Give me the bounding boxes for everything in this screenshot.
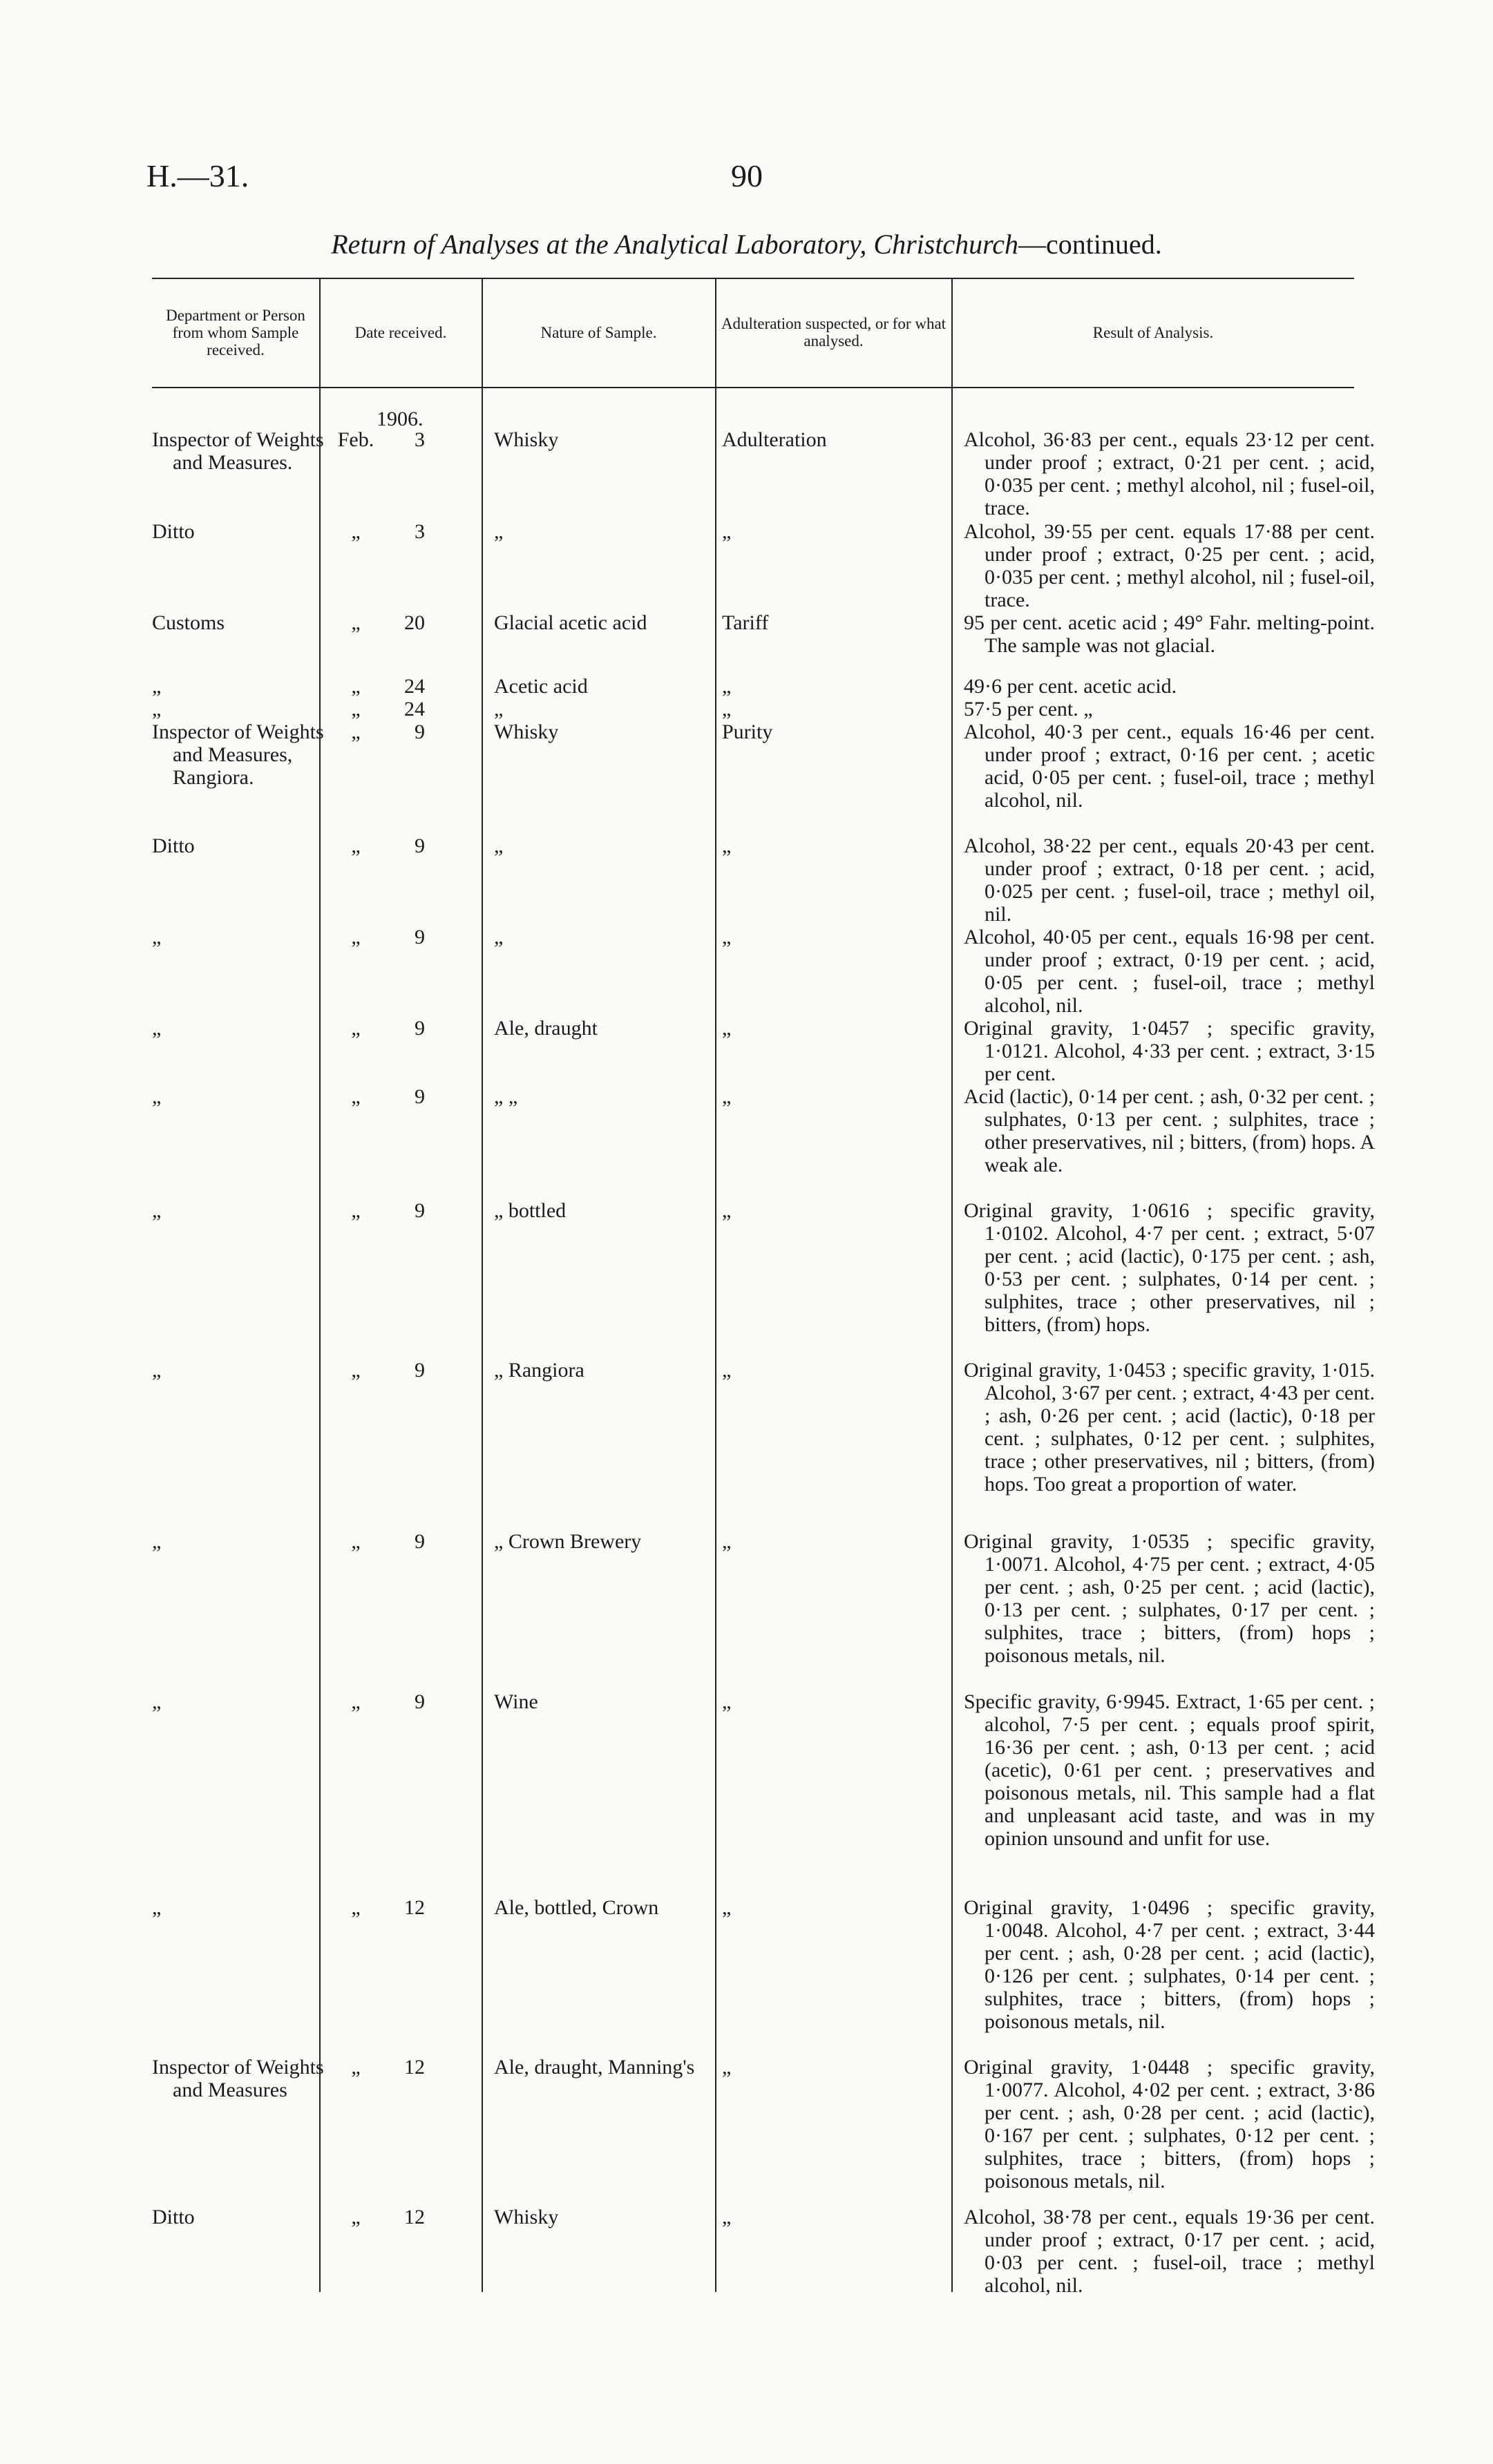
column-header-result: Result of Analysis. <box>1092 323 1214 341</box>
cell-purpose: „ <box>722 675 732 698</box>
cell-date-month: „ <box>351 675 361 698</box>
column-header-adulteration: Adulteration suspected, or for what analysed. <box>721 315 947 350</box>
page-code: H.—31. <box>146 158 249 193</box>
cell-date-month: „ <box>351 1085 361 1108</box>
cell-date-day: 9 <box>415 1690 425 1713</box>
cell-purpose: „ <box>722 1530 732 1553</box>
cell-purpose: „ <box>722 926 732 948</box>
cell-nature: „ <box>494 520 504 543</box>
cell-date <box>328 2056 484 2079</box>
cell-date-day: 9 <box>415 1085 425 1108</box>
cell-department: „ <box>152 675 162 698</box>
cell-date-day: 9 <box>415 1530 425 1553</box>
cell-date-day: 20 <box>404 611 425 634</box>
cell-purpose: „ <box>722 1017 732 1040</box>
cell-nature: Ale, draught <box>494 1017 598 1040</box>
cell-date <box>328 926 484 948</box>
cell-department: „ <box>152 698 162 720</box>
cell-date-day: 12 <box>404 2206 425 2228</box>
cell-date-month: „ <box>351 1359 361 1382</box>
cell-date-day: 9 <box>415 834 425 857</box>
cell-date-month: „ <box>351 2056 361 2079</box>
cell-department: Customs <box>152 611 225 634</box>
cell-result: Alcohol, 40·05 per cent., equals 16·98 per cent. under proof ; extract, 0·19 per cent. ; acid, 0·05 per cent. ; fusel-oil, trace ; methyl alcohol, nil. <box>964 926 1375 1017</box>
cell-date-month: „ <box>351 611 361 634</box>
cell-result: Original gravity, 1·0457 ; specific gravity, 1·0121. Alcohol, 4·33 per cent. ; extract, 3·15 per cent. <box>964 1017 1375 1085</box>
cell-result: Alcohol, 38·22 per cent., equals 20·43 per cent. under proof ; extract, 0·18 per cent. ; acid, 0·025 per cent. ; fusel-oil, trace ; methyl oil, nil. <box>964 834 1375 926</box>
cell-nature: Glacial acetic acid <box>494 611 647 634</box>
cell-purpose: „ <box>722 1690 732 1713</box>
cell-nature: „ <box>494 834 504 857</box>
cell-nature: Acetic acid <box>494 675 588 698</box>
cell-result: Alcohol, 40·3 per cent., equals 16·46 per cent. under proof ; extract, 0·16 per cent. ; acetic acid, 0·05 per cent. ; fusel-oil, trace ; methyl alcohol, nil. <box>964 720 1375 812</box>
cell-nature: Wine <box>494 1690 538 1713</box>
cell-nature: „ <box>494 926 504 948</box>
cell-result: Acid (lactic), 0·14 per cent. ; ash, 0·32 per cent. ; sulphates, 0·13 per cent. ; sulphites, trace ; other preservatives, nil ; bitters, (from) hops. A weak ale. <box>964 1085 1375 1176</box>
cell-date <box>328 1085 484 1108</box>
cell-department: Inspector of Weights and Measures <box>152 2056 324 2101</box>
cell-date-month: „ <box>351 1896 361 1919</box>
cell-result: Original gravity, 1·0453 ; specific gravity, 1·015. Alcohol, 3·67 per cent. ; extract, 4·43 per cent. ; ash, 0·26 per cent. ; acid (lactic), 0·18 per cent. ; sulphates, 0·12 per cent. ; sulphites, trace ; other preservatives, nil ; bitters, (from) hops. Too great a proportion of water. <box>964 1359 1375 1496</box>
cell-date-day: 24 <box>404 675 425 698</box>
cell-date-day: 12 <box>404 1896 425 1919</box>
cell-department: „ <box>152 1359 162 1382</box>
cell-date-month: „ <box>351 1530 361 1553</box>
cell-nature: Whisky <box>494 2206 559 2228</box>
cell-date-month: „ <box>351 834 361 857</box>
cell-date <box>328 428 484 451</box>
cell-nature: „ „ <box>494 1085 518 1108</box>
rule-header-bottom <box>152 387 1354 388</box>
cell-nature: Whisky <box>494 428 559 451</box>
cell-purpose: „ <box>722 2056 732 2079</box>
cell-date <box>328 1690 484 1713</box>
cell-date <box>328 1017 484 1040</box>
cell-purpose: „ <box>722 1359 732 1382</box>
cell-department: Ditto <box>152 2206 195 2228</box>
cell-date-month: „ <box>351 1199 361 1222</box>
cell-date <box>328 1199 484 1222</box>
cell-department: Inspector of Weights and Measures, Rangiora. <box>152 720 324 789</box>
cell-result: Alcohol, 39·55 per cent. equals 17·88 per cent. under proof ; extract, 0·25 per cent. ; acid, 0·035 per cent. ; methyl alcohol, nil ; fusel-oil, trace. <box>964 520 1375 611</box>
column-header-nature: Nature of Sample. <box>540 323 657 341</box>
cell-date-day: 9 <box>415 1199 425 1222</box>
cell-date <box>328 1896 484 1919</box>
cell-department: „ <box>152 1085 162 1108</box>
cell-date <box>328 720 484 743</box>
cell-date-month: „ <box>351 2206 361 2228</box>
cell-department: Inspector of Weights and Measures. <box>152 428 324 474</box>
cell-date <box>328 611 484 634</box>
cell-date-day: 3 <box>415 520 425 543</box>
cell-date-month: „ <box>351 1017 361 1040</box>
column-header-department: Department or Person from whom Sample received. <box>166 306 305 359</box>
cell-department: „ <box>152 1530 162 1553</box>
column-divider-3 <box>715 278 716 2292</box>
cell-purpose: „ <box>722 2206 732 2228</box>
cell-result: Original gravity, 1·0616 ; specific gravity, 1·0102. Alcohol, 4·7 per cent. ; extract, 5·07 per cent. ; acid (lactic), 0·175 per cent. ; ash, 0·53 per cent. ; sulphates, 0·14 per cent. ; sulphites, trace ; other preservatives, nil ; bitters, (from) hops. <box>964 1199 1375 1336</box>
cell-purpose: „ <box>722 698 732 720</box>
cell-result: 49·6 per cent. acetic acid. <box>964 675 1177 698</box>
table-title-main: Return of Analyses at the Analytical Laboratory, Christchurch <box>331 229 1019 260</box>
column-header-date: Date received. <box>354 323 447 341</box>
cell-nature: „ bottled <box>494 1199 567 1222</box>
cell-result: Specific gravity, 6·9945. Extract, 1·65 per cent. ; alcohol, 7·5 per cent. ; equals proof spirit, 16·36 per cent. ; ash, 0·13 per cent. ; acid (acetic), 0·61 per cent. ; preservatives and poisonous metals, nil. This sample had a flat and unpleasant acid taste, and was in my opinion unsound and unfit for use. <box>964 1690 1375 1850</box>
cell-result: Original gravity, 1·0448 ; specific gravity, 1·0077. Alcohol, 4·02 per cent. ; extract, 3·86 per cent. ; ash, 0·28 per cent. ; acid (lactic), 0·167 per cent. ; sulphates, 0·12 per cent. ; sulphites, trace ; bitters, (from) hops ; poisonous metals, nil. <box>964 2056 1375 2193</box>
cell-result: Alcohol, 36·83 per cent., equals 23·12 per cent. under proof ; extract, 0·21 per cent. ; acid, 0·035 per cent. ; methyl alcohol, nil ; fusel-oil, trace. <box>964 428 1375 519</box>
cell-nature: Whisky <box>494 720 559 743</box>
year-label: 1906. <box>377 408 424 430</box>
cell-department: „ <box>152 1690 162 1713</box>
cell-date-day: 9 <box>415 720 425 743</box>
cell-date-month: „ <box>351 926 361 948</box>
cell-purpose: Tariff <box>722 611 769 634</box>
cell-department: „ <box>152 1199 162 1222</box>
cell-date-day: 12 <box>404 2056 425 2079</box>
cell-date <box>328 520 484 543</box>
cell-purpose: „ <box>722 1085 732 1108</box>
cell-date-day: 9 <box>415 1359 425 1382</box>
cell-nature: „ Crown Brewery <box>494 1530 642 1553</box>
cell-date-day: 24 <box>404 698 425 720</box>
cell-result: 57·5 per cent. „ <box>964 698 1093 720</box>
cell-date-month: „ <box>351 720 361 743</box>
cell-date-month: „ <box>351 520 361 543</box>
cell-result: Alcohol, 38·78 per cent., equals 19·36 per cent. under proof ; extract, 0·17 per cent. ; acid, 0·03 per cent. ; fusel-oil, trace ; methyl alcohol, nil. <box>964 2206 1375 2297</box>
cell-result: Original gravity, 1·0496 ; specific gravity, 1·0048. Alcohol, 4·7 per cent. ; extract, 3·44 per cent. ; ash, 0·28 per cent. ; acid (lactic), 0·126 per cent. ; sulphates, 0·14 per cent. ; sulphites, trace ; bitters, (from) hops ; poisonous metals, nil. <box>964 1896 1375 2033</box>
cell-result: Original gravity, 1·0535 ; specific gravity, 1·0071. Alcohol, 4·75 per cent. ; extract, 4·05 per cent. ; ash, 0·25 per cent. ; acid (lactic), 0·13 per cent. ; sulphates, 0·17 per cent. ; sulphites, trace ; bitters, (from) hops ; poisonous metals, nil. <box>964 1530 1375 1667</box>
cell-purpose: „ <box>722 1896 732 1919</box>
column-divider-2 <box>482 278 483 2292</box>
table-title-suffix: —continued. <box>1018 229 1162 260</box>
cell-nature: „ <box>494 698 504 720</box>
cell-department: „ <box>152 1017 162 1040</box>
cell-result: 95 per cent. acetic acid ; 49° Fahr. melting-point. The sample was not glacial. <box>964 611 1375 657</box>
cell-date <box>328 698 484 720</box>
cell-nature: Ale, bottled, Crown <box>494 1896 659 1919</box>
cell-nature: Ale, draught, Manning's <box>494 2056 695 2079</box>
cell-date <box>328 1530 484 1553</box>
column-divider-4 <box>951 278 953 2292</box>
cell-date <box>328 1359 484 1382</box>
cell-date <box>328 834 484 857</box>
cell-date-month: „ <box>351 698 361 720</box>
cell-department: „ <box>152 926 162 948</box>
cell-nature: „ Rangiora <box>494 1359 584 1382</box>
cell-date-month: „ <box>351 1690 361 1713</box>
cell-purpose: Adulteration <box>722 428 827 451</box>
column-divider-1 <box>319 278 321 2292</box>
cell-purpose: „ <box>722 520 732 543</box>
cell-department: Ditto <box>152 834 195 857</box>
cell-date <box>328 2206 484 2228</box>
cell-department: Ditto <box>152 520 195 543</box>
cell-date-day: 3 <box>415 428 425 451</box>
cell-department: „ <box>152 1896 162 1919</box>
cell-purpose: Purity <box>722 720 773 743</box>
cell-date <box>328 675 484 698</box>
cell-date-day: 9 <box>415 926 425 948</box>
cell-date-month: Feb. <box>337 428 374 451</box>
cell-date-day: 9 <box>415 1017 425 1040</box>
cell-purpose: „ <box>722 834 732 857</box>
page-number: 90 <box>731 158 763 193</box>
cell-purpose: „ <box>722 1199 732 1222</box>
table-title <box>0 228 1493 260</box>
